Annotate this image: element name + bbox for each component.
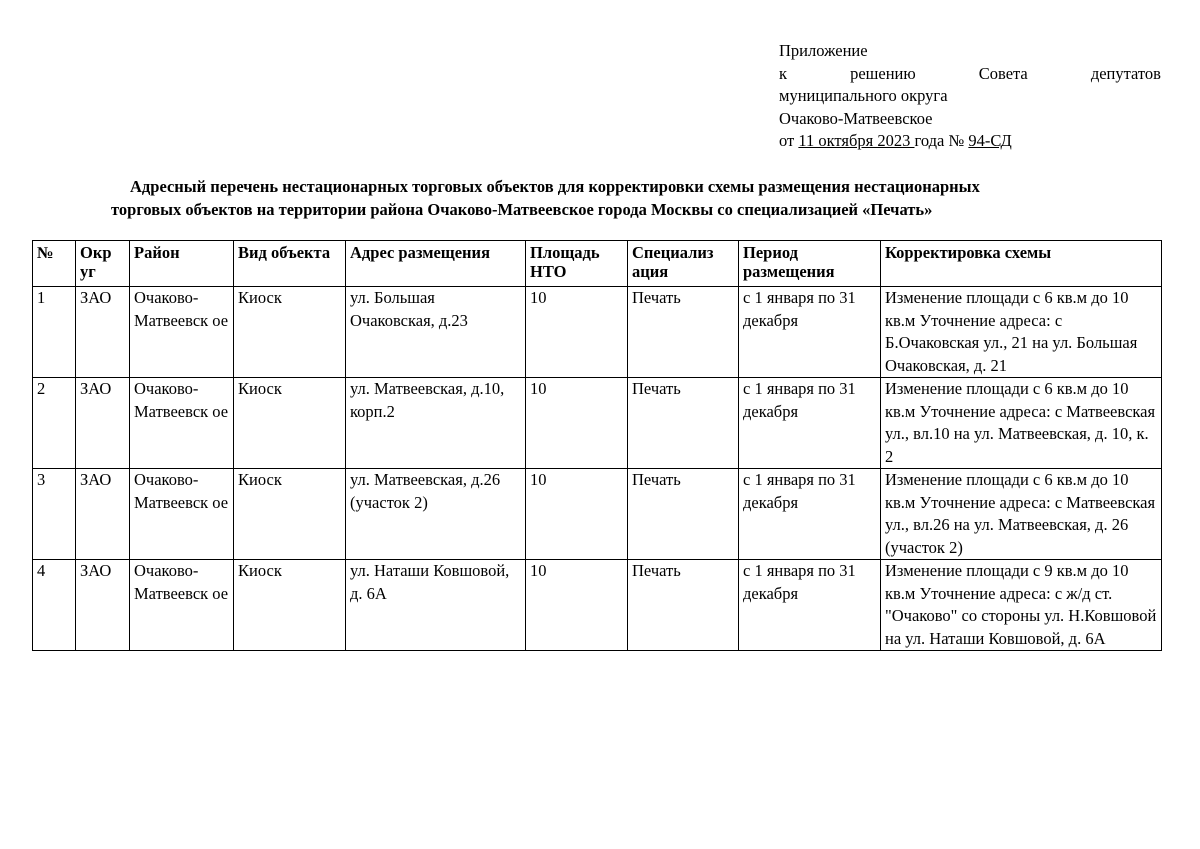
cell-address: ул. Матвеевская, д.26 (участок 2): [346, 469, 526, 560]
cell-okrug: ЗАО: [76, 560, 130, 651]
appendix-block: [779, 40, 1161, 153]
header-okrug: Окр уг: [76, 241, 130, 287]
cell-period: с 1 января по 31 декабря: [739, 287, 881, 378]
header-address: Адрес размещения: [346, 241, 526, 287]
appendix-word: решению: [850, 63, 916, 83]
cell-rayon: Очаково-Матвеевск ое: [130, 287, 234, 378]
appendix-word: депутатов: [1090, 63, 1161, 83]
appendix-date: 11 октября 2023: [798, 131, 915, 150]
appendix-word: Совета: [978, 63, 1028, 83]
header-rayon: Район: [130, 241, 234, 287]
cell-period: с 1 января по 31 декабря: [739, 469, 881, 560]
cell-okrug: ЗАО: [76, 287, 130, 378]
cell-specialization: Печать: [628, 287, 739, 378]
header-period: Период размещения: [739, 241, 881, 287]
cell-number: 4: [33, 560, 76, 651]
table-row: [33, 469, 1162, 560]
table-row: [33, 560, 1162, 651]
cell-rayon: Очаково-Матвеевск ое: [130, 469, 234, 560]
cell-area: 10: [526, 469, 628, 560]
cell-correction: Изменение площади с 9 кв.м до 10 кв.м Уточнение адреса: с ж/д ст. "Очаково" со стороны ул. Н.Ковшовой на ул. Наташи Ковшовой, д. 6А: [881, 560, 1162, 651]
appendix-number: 94-СД: [968, 131, 1012, 150]
appendix-date-prefix: от: [779, 131, 799, 150]
appendix-word: к: [779, 63, 788, 83]
cell-object-type: Киоск: [234, 378, 346, 469]
cell-object-type: Киоск: [234, 560, 346, 651]
cell-address: ул. Матвеевская, д.10, корп.2: [346, 378, 526, 469]
cell-correction: Изменение площади с 6 кв.м до 10 кв.м Уточнение адреса: с Матвеевская ул., вл.26 на ул. Матвеевская, д. 26 (участок 2): [881, 469, 1162, 560]
header-number: №: [33, 241, 76, 287]
header-specialization: Специализ ация: [628, 241, 739, 287]
cell-address: ул. Наташи Ковшовой, д. 6А: [346, 560, 526, 651]
cell-number: 2: [33, 378, 76, 469]
cell-okrug: ЗАО: [76, 378, 130, 469]
title-line-1: Адресный перечень нестационарных торговых объектов для корректировки схемы размещения нестационарных: [130, 177, 980, 196]
cell-okrug: ЗАО: [76, 469, 130, 560]
appendix-number-label: года №: [914, 131, 969, 150]
table-row: [33, 378, 1162, 469]
cell-rayon: Очаково-Матвеевск ое: [130, 560, 234, 651]
cell-specialization: Печать: [628, 560, 739, 651]
appendix-line-5: [779, 130, 1161, 153]
cell-specialization: Печать: [628, 469, 739, 560]
cell-period: с 1 января по 31 декабря: [739, 560, 881, 651]
cell-object-type: Киоск: [234, 287, 346, 378]
cell-area: 10: [526, 560, 628, 651]
cell-number: 3: [33, 469, 76, 560]
appendix-line-3: муниципального округа: [779, 86, 948, 105]
cell-specialization: Печать: [628, 378, 739, 469]
cell-area: 10: [526, 287, 628, 378]
cell-correction: Изменение площади с 6 кв.м до 10 кв.м Уточнение адреса: с Б.Очаковская ул., 21 на ул. Большая Очаковская, д. 21: [881, 287, 1162, 378]
table-row: [33, 287, 1162, 378]
cell-correction: Изменение площади с 6 кв.м до 10 кв.м Уточнение адреса: с Матвеевская ул., вл.10 на ул. Матвеевская, д. 10, к. 2: [881, 378, 1162, 469]
cell-area: 10: [526, 378, 628, 469]
document-title: [100, 175, 1130, 221]
cell-period: с 1 января по 31 декабря: [739, 378, 881, 469]
table-header-row: [33, 241, 1162, 287]
cell-address: ул. Большая Очаковская, д.23: [346, 287, 526, 378]
cell-rayon: Очаково-Матвеевск ое: [130, 378, 234, 469]
cell-object-type: Киоск: [234, 469, 346, 560]
appendix-line-1: Приложение: [779, 41, 868, 60]
cell-number: 1: [33, 287, 76, 378]
appendix-line-2: [779, 63, 1161, 86]
header-object-type: Вид объекта: [234, 241, 346, 287]
header-correction: Корректировка схемы: [881, 241, 1162, 287]
title-line-2: торговых объектов на территории района Очаково-Матвеевское города Москвы со специализацией «Печать»: [111, 200, 933, 219]
header-area: Площадь НТО: [526, 241, 628, 287]
appendix-line-4: Очаково-Матвеевское: [779, 108, 933, 128]
objects-table: [32, 240, 1162, 651]
